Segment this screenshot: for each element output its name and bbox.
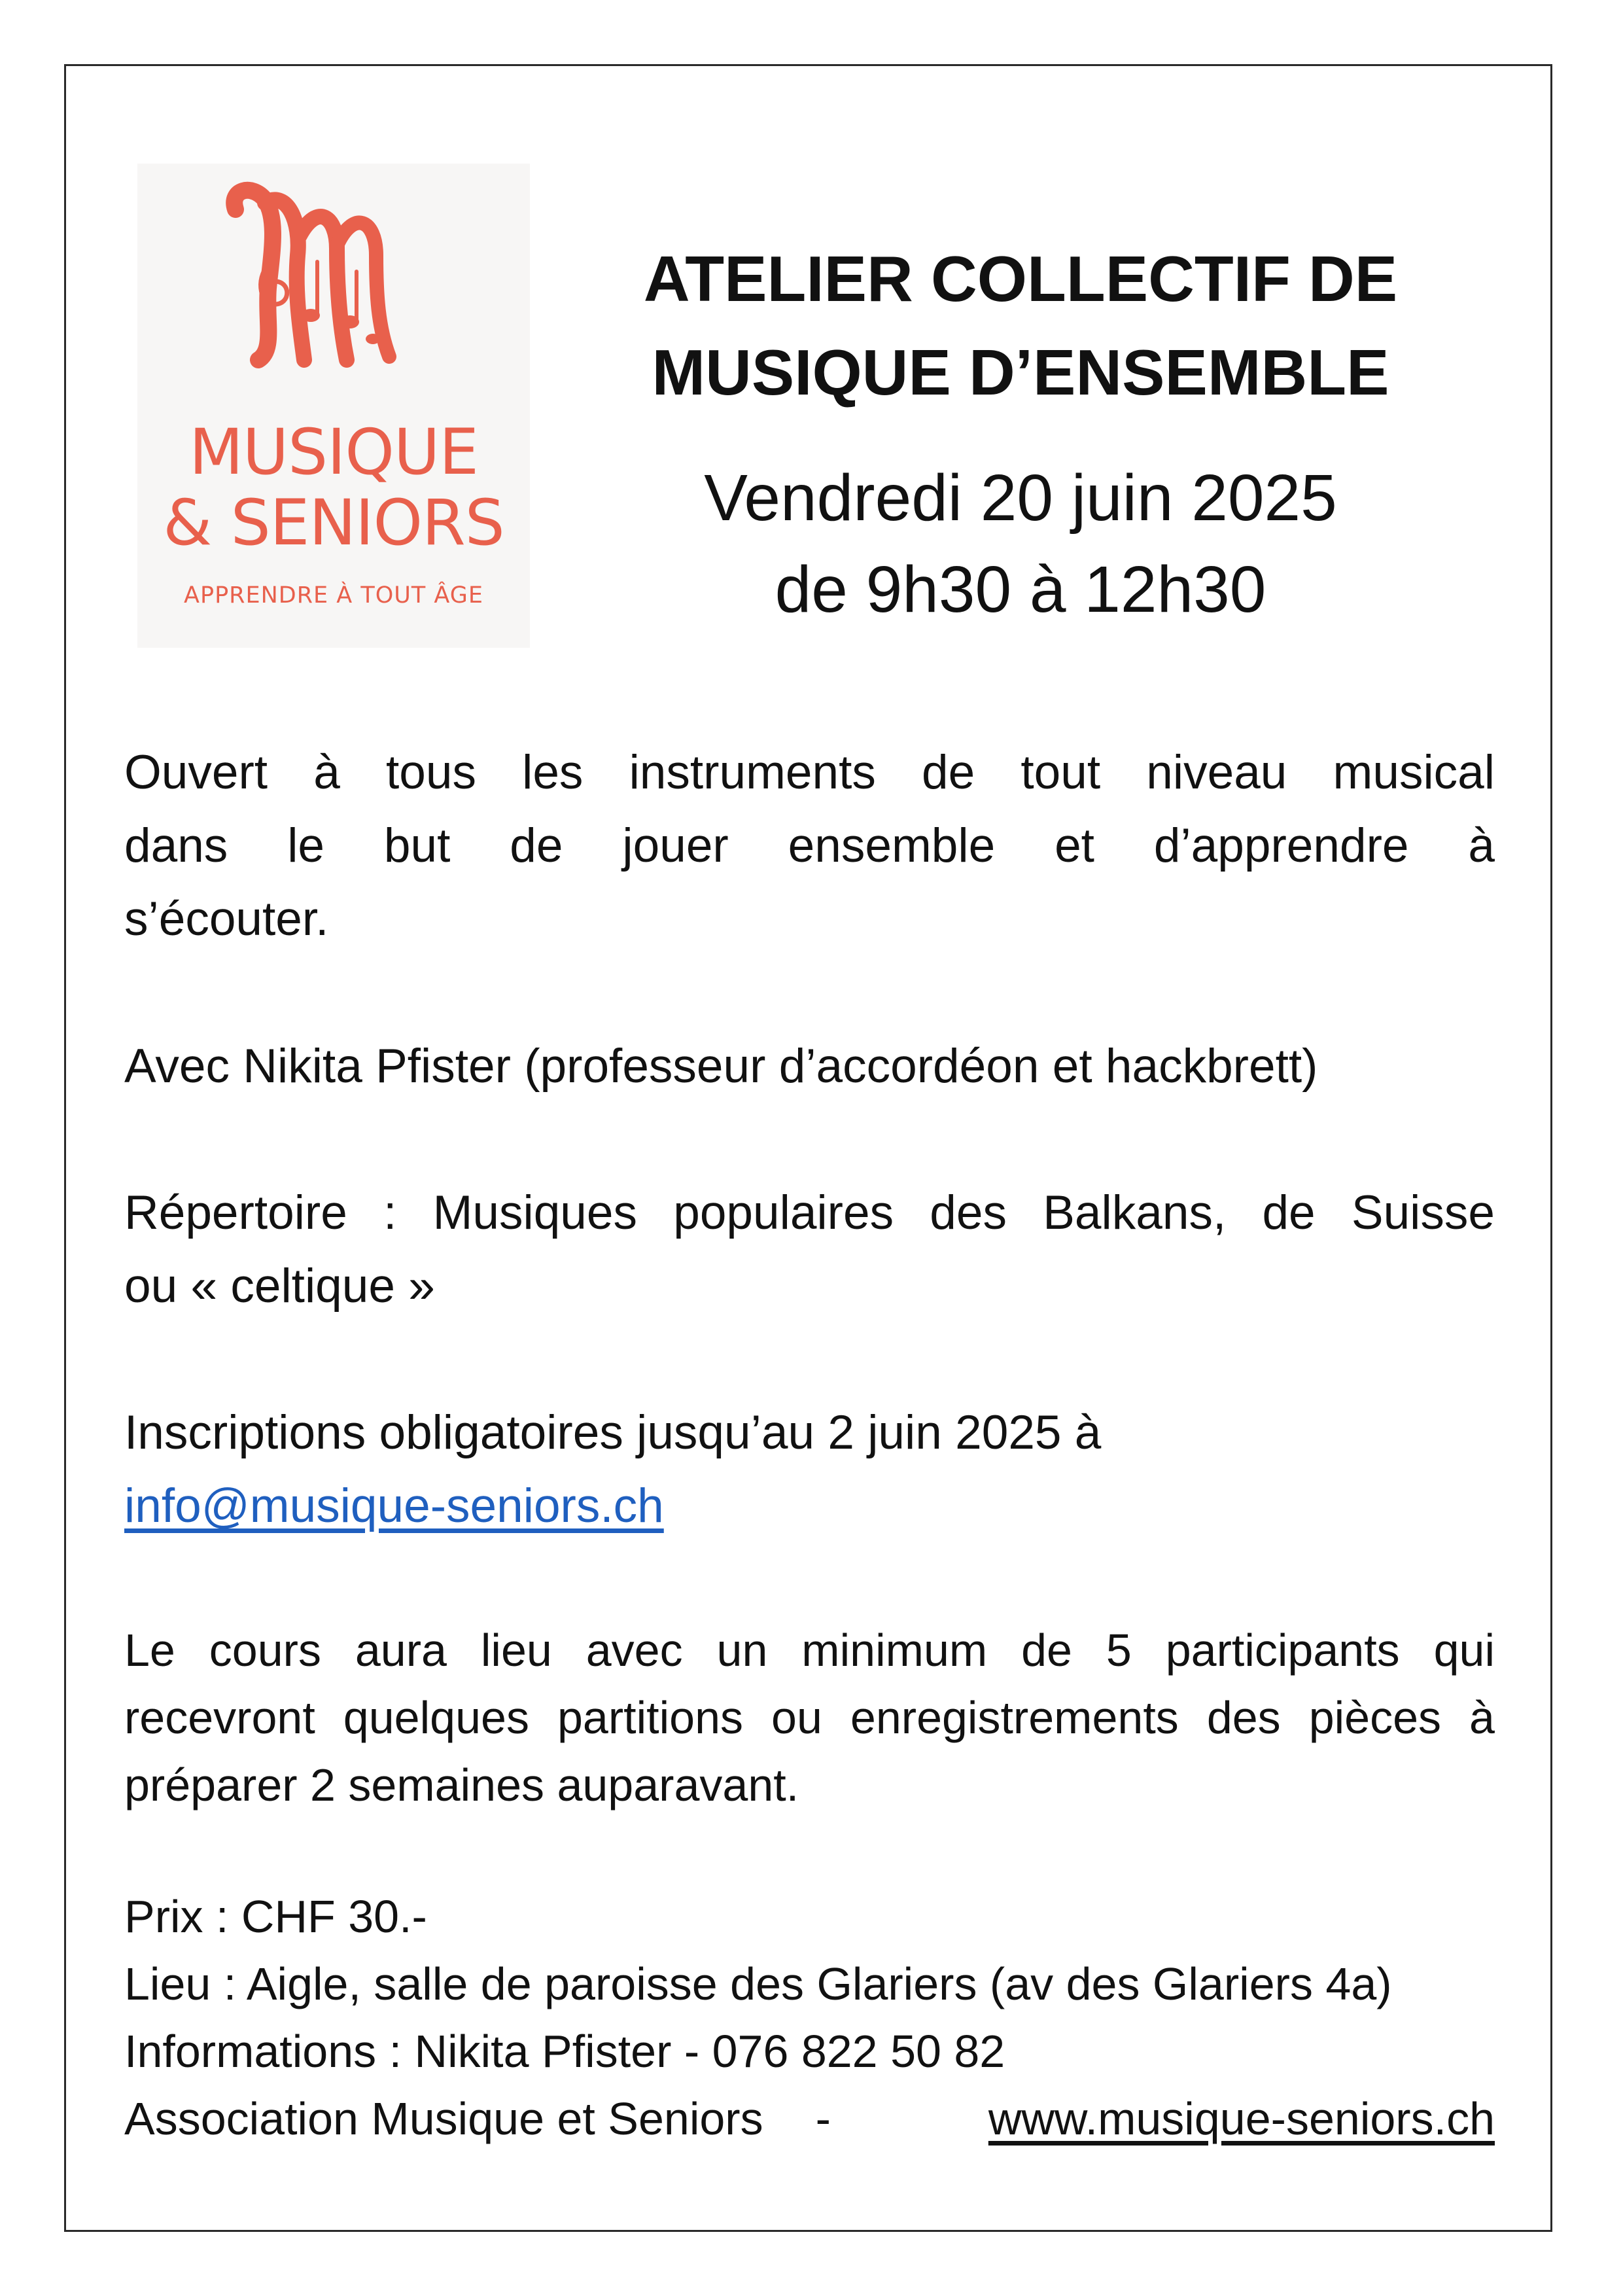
email-link[interactable]: info@musique-seniors.ch bbox=[124, 1479, 664, 1532]
course-note-line-1: Le cours aura lieu avec un minimum de 5 participants qui bbox=[124, 1625, 1495, 1676]
separator-dash: - bbox=[815, 2093, 831, 2144]
course-note-line-3: préparer 2 semaines auparavant. bbox=[124, 1759, 799, 1810]
logo-line-musique: MUSIQUE bbox=[189, 415, 478, 489]
website-link[interactable]: www.musique-seniors.ch bbox=[988, 2093, 1495, 2144]
intro-paragraph bbox=[124, 736, 1495, 956]
repertoire-paragraph bbox=[124, 1176, 1495, 1323]
event-header bbox=[628, 232, 1413, 635]
details-block bbox=[124, 1883, 1495, 2153]
event-title-line-2: MUSIQUE D’ENSEMBLE bbox=[652, 336, 1389, 408]
event-date: Vendredi 20 juin 2025 bbox=[704, 461, 1337, 535]
location-line: Lieu : Aigle, salle de paroisse des Glariers (av des Glariers 4a) bbox=[124, 1958, 1392, 2009]
repertoire-line-1: Répertoire : Musiques populaires des Balkans, de Suisse bbox=[124, 1186, 1495, 1239]
intro-line-3: s’écouter. bbox=[124, 892, 329, 945]
logo-line-seniors: & SENIORS bbox=[163, 486, 504, 559]
price-line: Prix : CHF 30.- bbox=[124, 1891, 427, 1942]
event-title-line-1: ATELIER COLLECTIF DE bbox=[643, 243, 1398, 315]
event-time: de 9h30 à 12h30 bbox=[775, 553, 1266, 626]
repertoire-line-2: ou « celtique » bbox=[124, 1260, 435, 1313]
course-note-line-2: recevront quelques partitions ou enregistrements des pièces à bbox=[124, 1692, 1495, 1743]
logo-tagline: APPRENDRE À TOUT ÂGE bbox=[184, 582, 483, 609]
musique-seniors-logo bbox=[137, 164, 530, 648]
association-line bbox=[124, 2085, 1495, 2153]
intro-line-1: Ouvert à tous les instruments de tout niveau musical bbox=[124, 746, 1495, 799]
course-note-paragraph bbox=[124, 1617, 1495, 1819]
m-clef-logo-icon bbox=[137, 164, 530, 412]
registration-text: Inscriptions obligatoires jusqu’au 2 juin 2025 à bbox=[124, 1406, 1102, 1459]
registration-paragraph bbox=[124, 1396, 1495, 1543]
info-contact-line: Informations : Nikita Pfister - 076 822 50 82 bbox=[124, 2026, 1005, 2077]
intro-line-2: dans le but de jouer ensemble et d’apprendre à bbox=[124, 819, 1495, 872]
teacher-line: Avec Nikita Pfister (professeur d’accordéon et hackbrett) bbox=[124, 1040, 1318, 1093]
association-name: Association Musique et Seniors bbox=[124, 2093, 763, 2144]
